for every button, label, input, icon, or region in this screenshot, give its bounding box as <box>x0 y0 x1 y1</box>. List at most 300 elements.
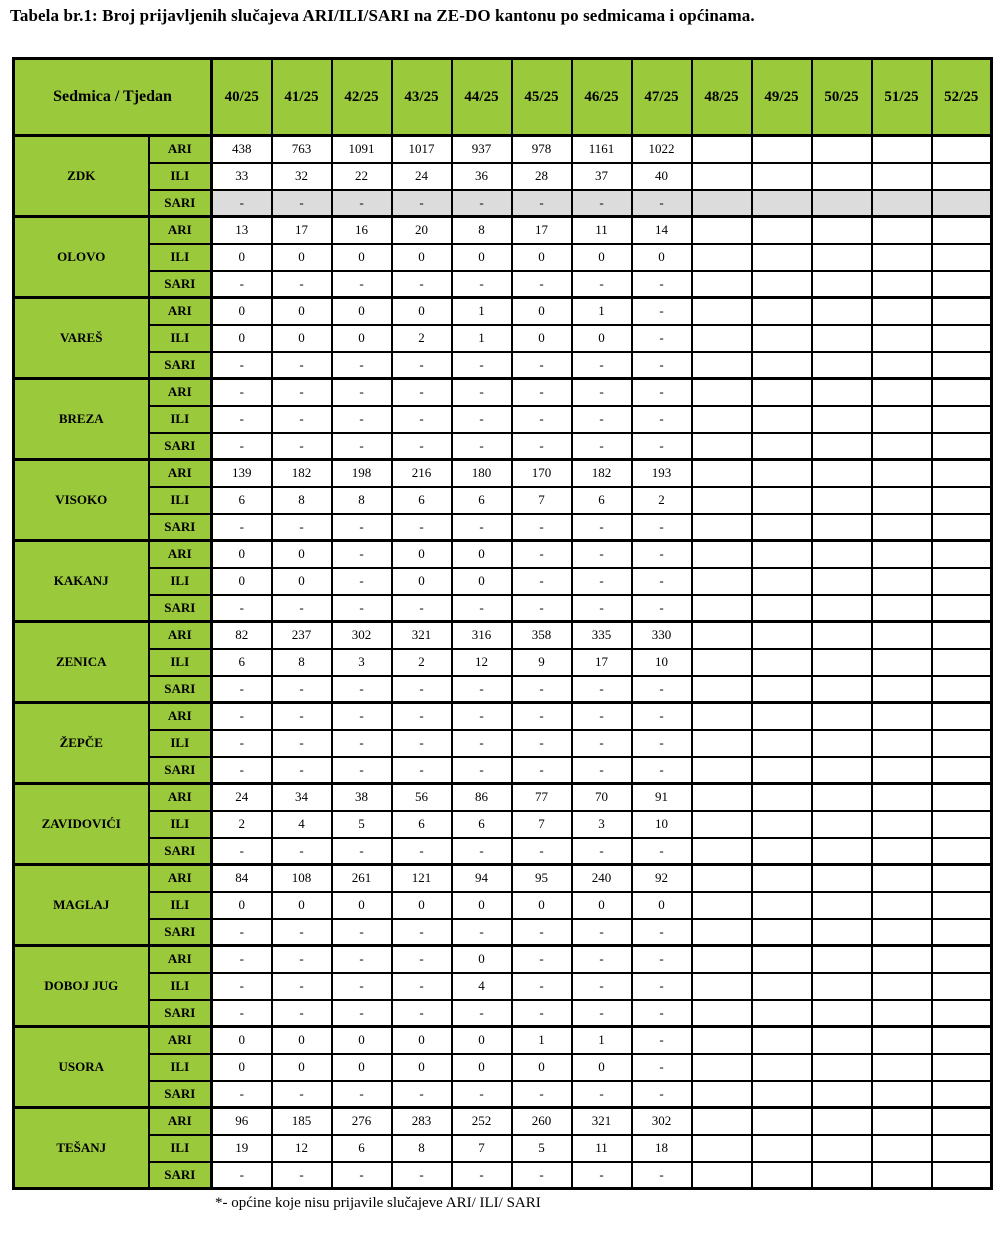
row-type-cell: ILI <box>149 892 212 919</box>
data-cell: 121 <box>392 865 452 892</box>
data-cell: - <box>212 757 272 784</box>
data-cell: - <box>632 433 692 460</box>
data-cell <box>932 892 992 919</box>
data-cell <box>692 946 752 973</box>
data-cell: - <box>452 406 512 433</box>
data-cell <box>872 190 932 217</box>
data-cell: 1022 <box>632 136 692 163</box>
data-cell <box>812 406 872 433</box>
data-cell: 0 <box>452 1054 512 1081</box>
table-row <box>14 1054 992 1081</box>
data-cell: - <box>452 676 512 703</box>
corner-header-cell: Sedmica / Tjedan <box>14 59 212 136</box>
data-cell: 20 <box>392 217 452 244</box>
municipality-cell: VAREŠ <box>14 298 149 379</box>
data-cell: 13 <box>212 217 272 244</box>
data-cell: 6 <box>392 487 452 514</box>
data-cell <box>932 433 992 460</box>
table-row <box>14 865 992 892</box>
data-cell: - <box>452 352 512 379</box>
data-cell: - <box>212 1081 272 1108</box>
data-cell <box>932 730 992 757</box>
data-cell: 86 <box>452 784 512 811</box>
municipality-cell: USORA <box>14 1027 149 1108</box>
data-cell <box>872 487 932 514</box>
data-cell: 91 <box>632 784 692 811</box>
data-cell <box>692 487 752 514</box>
data-cell: 8 <box>272 649 332 676</box>
data-cell: - <box>572 1162 632 1189</box>
data-cell <box>932 865 992 892</box>
data-cell: 763 <box>272 136 332 163</box>
data-cell: - <box>212 352 272 379</box>
data-cell <box>812 703 872 730</box>
data-cell <box>872 568 932 595</box>
data-cell <box>932 190 992 217</box>
data-cell <box>872 379 932 406</box>
data-cell: - <box>572 568 632 595</box>
data-cell: - <box>272 514 332 541</box>
data-cell: 36 <box>452 163 512 190</box>
data-cell: - <box>512 757 572 784</box>
data-cell: - <box>512 568 572 595</box>
data-cell: 70 <box>572 784 632 811</box>
data-cell: - <box>452 514 512 541</box>
data-cell: 8 <box>272 487 332 514</box>
data-cell <box>752 1108 812 1135</box>
data-cell <box>932 1000 992 1027</box>
data-cell: - <box>212 271 272 298</box>
data-cell <box>872 352 932 379</box>
data-cell: - <box>452 703 512 730</box>
data-cell: 0 <box>212 541 272 568</box>
data-cell <box>872 946 932 973</box>
data-cell <box>872 676 932 703</box>
data-cell <box>932 973 992 1000</box>
table-row <box>14 190 992 217</box>
data-cell <box>812 1054 872 1081</box>
data-cell <box>692 433 752 460</box>
data-cell: - <box>392 190 452 217</box>
row-type-cell: SARI <box>149 838 212 865</box>
data-cell: 7 <box>512 487 572 514</box>
data-cell <box>752 541 812 568</box>
data-cell: - <box>632 406 692 433</box>
week-header-cell: 41/25 <box>272 59 332 136</box>
data-cell <box>752 352 812 379</box>
data-cell: - <box>512 541 572 568</box>
data-cell <box>932 163 992 190</box>
data-cell <box>812 838 872 865</box>
data-cell: 12 <box>272 1135 332 1162</box>
data-cell: - <box>572 730 632 757</box>
data-cell <box>812 352 872 379</box>
data-cell <box>872 271 932 298</box>
table-row <box>14 730 992 757</box>
row-type-cell: ILI <box>149 973 212 1000</box>
table-row <box>14 406 992 433</box>
data-cell <box>692 217 752 244</box>
data-cell: - <box>452 757 512 784</box>
data-cell: - <box>272 919 332 946</box>
data-cell: - <box>332 379 392 406</box>
data-cell <box>932 352 992 379</box>
data-cell: 302 <box>632 1108 692 1135</box>
data-cell <box>932 271 992 298</box>
municipality-cell: DOBOJ JUG <box>14 946 149 1027</box>
week-header-cell: 40/25 <box>212 59 272 136</box>
data-cell: 978 <box>512 136 572 163</box>
row-type-cell: SARI <box>149 1081 212 1108</box>
data-cell <box>932 919 992 946</box>
data-cell: 5 <box>332 811 392 838</box>
data-cell <box>932 541 992 568</box>
data-cell: 6 <box>332 1135 392 1162</box>
data-cell: 2 <box>392 649 452 676</box>
data-cell: - <box>392 676 452 703</box>
table-row <box>14 298 992 325</box>
data-cell: - <box>332 1000 392 1027</box>
data-cell: - <box>332 946 392 973</box>
data-cell: - <box>332 838 392 865</box>
data-cell: - <box>212 703 272 730</box>
data-cell <box>752 730 812 757</box>
data-cell: 1 <box>572 1027 632 1054</box>
data-cell <box>752 298 812 325</box>
data-cell <box>692 973 752 1000</box>
data-cell: - <box>512 676 572 703</box>
row-type-cell: SARI <box>149 271 212 298</box>
data-cell <box>872 703 932 730</box>
data-cell: - <box>572 676 632 703</box>
data-cell: - <box>272 838 332 865</box>
data-cell <box>812 757 872 784</box>
data-cell: 22 <box>332 163 392 190</box>
row-type-cell: ILI <box>149 1054 212 1081</box>
data-cell: 0 <box>332 244 392 271</box>
data-cell: - <box>572 946 632 973</box>
data-cell: - <box>212 433 272 460</box>
data-cell: - <box>212 1000 272 1027</box>
data-cell <box>872 217 932 244</box>
data-cell: 11 <box>572 1135 632 1162</box>
data-cell <box>692 919 752 946</box>
data-cell <box>932 379 992 406</box>
data-cell: 0 <box>572 1054 632 1081</box>
table-row <box>14 784 992 811</box>
data-cell: - <box>572 514 632 541</box>
data-cell <box>692 271 752 298</box>
data-cell: 6 <box>392 811 452 838</box>
data-cell <box>692 703 752 730</box>
data-cell <box>692 1162 752 1189</box>
data-cell: - <box>272 379 332 406</box>
data-cell: - <box>512 190 572 217</box>
data-cell <box>752 757 812 784</box>
row-type-cell: ARI <box>149 1108 212 1135</box>
data-cell <box>932 514 992 541</box>
data-cell: 0 <box>212 568 272 595</box>
row-type-cell: ARI <box>149 865 212 892</box>
data-cell: 38 <box>332 784 392 811</box>
data-cell <box>932 1027 992 1054</box>
data-cell: - <box>392 1081 452 1108</box>
data-cell <box>872 838 932 865</box>
data-cell: 276 <box>332 1108 392 1135</box>
data-cell: - <box>212 406 272 433</box>
row-type-cell: ARI <box>149 136 212 163</box>
data-cell <box>872 163 932 190</box>
data-cell: - <box>452 379 512 406</box>
data-cell <box>932 649 992 676</box>
week-header-cell: 51/25 <box>872 59 932 136</box>
table-row <box>14 352 992 379</box>
data-cell: - <box>512 919 572 946</box>
row-type-cell: ILI <box>149 811 212 838</box>
data-cell: 139 <box>212 460 272 487</box>
data-cell <box>812 973 872 1000</box>
data-cell: - <box>392 757 452 784</box>
data-cell <box>692 595 752 622</box>
data-cell <box>692 1081 752 1108</box>
row-type-cell: ARI <box>149 379 212 406</box>
table-row <box>14 919 992 946</box>
data-cell <box>692 865 752 892</box>
data-cell: - <box>512 379 572 406</box>
data-cell: 56 <box>392 784 452 811</box>
table-row <box>14 433 992 460</box>
data-cell <box>812 190 872 217</box>
data-cell: 0 <box>272 541 332 568</box>
data-cell: 937 <box>452 136 512 163</box>
data-cell: - <box>452 730 512 757</box>
data-cell: - <box>392 379 452 406</box>
data-cell: - <box>572 919 632 946</box>
data-cell: 170 <box>512 460 572 487</box>
data-cell: 302 <box>332 622 392 649</box>
table-row <box>14 622 992 649</box>
data-cell <box>692 892 752 919</box>
data-cell <box>752 325 812 352</box>
data-cell: 358 <box>512 622 572 649</box>
data-cell: - <box>572 973 632 1000</box>
table-row <box>14 1108 992 1135</box>
data-cell <box>872 784 932 811</box>
data-cell: 0 <box>632 892 692 919</box>
data-cell: - <box>272 730 332 757</box>
data-cell: - <box>512 1000 572 1027</box>
data-cell: - <box>212 190 272 217</box>
row-type-cell: SARI <box>149 514 212 541</box>
data-cell: 0 <box>392 541 452 568</box>
data-cell <box>692 460 752 487</box>
row-type-cell: ILI <box>149 163 212 190</box>
data-cell: - <box>572 1000 632 1027</box>
data-cell <box>692 298 752 325</box>
data-cell: 0 <box>452 1027 512 1054</box>
data-cell <box>932 703 992 730</box>
data-cell: - <box>212 1162 272 1189</box>
data-cell <box>752 244 812 271</box>
data-cell: - <box>572 595 632 622</box>
data-cell: - <box>632 919 692 946</box>
data-cell <box>872 649 932 676</box>
data-cell: 10 <box>632 649 692 676</box>
data-cell <box>872 1027 932 1054</box>
data-cell: 19 <box>212 1135 272 1162</box>
data-cell: 182 <box>572 460 632 487</box>
data-cell: 0 <box>392 244 452 271</box>
data-cell <box>872 244 932 271</box>
data-cell <box>872 298 932 325</box>
data-cell: 330 <box>632 622 692 649</box>
data-cell: - <box>212 973 272 1000</box>
data-cell: - <box>572 757 632 784</box>
data-cell: - <box>512 973 572 1000</box>
data-cell: - <box>572 406 632 433</box>
table-row <box>14 703 992 730</box>
data-cell: 198 <box>332 460 392 487</box>
data-cell <box>692 838 752 865</box>
data-cell: - <box>572 379 632 406</box>
data-cell <box>932 622 992 649</box>
data-cell: 438 <box>212 136 272 163</box>
data-cell: - <box>632 379 692 406</box>
data-cell <box>932 1108 992 1135</box>
data-cell: 34 <box>272 784 332 811</box>
data-cell <box>692 352 752 379</box>
data-cell: - <box>632 514 692 541</box>
data-cell <box>872 595 932 622</box>
header-row <box>14 59 992 136</box>
data-cell: - <box>272 406 332 433</box>
row-type-cell: SARI <box>149 1162 212 1189</box>
table-row <box>14 676 992 703</box>
data-cell <box>752 811 812 838</box>
data-cell <box>812 541 872 568</box>
data-cell: - <box>632 838 692 865</box>
data-cell: 260 <box>512 1108 572 1135</box>
row-type-cell: SARI <box>149 190 212 217</box>
data-cell: 6 <box>452 811 512 838</box>
data-cell: - <box>392 838 452 865</box>
data-cell: 1 <box>452 325 512 352</box>
data-cell: - <box>392 514 452 541</box>
data-cell <box>872 811 932 838</box>
data-cell: 95 <box>512 865 572 892</box>
data-cell: - <box>332 1081 392 1108</box>
table-row <box>14 163 992 190</box>
table-row <box>14 838 992 865</box>
data-cell: 17 <box>272 217 332 244</box>
table-row <box>14 541 992 568</box>
data-cell: - <box>512 514 572 541</box>
data-cell: 0 <box>332 325 392 352</box>
data-cell <box>692 1054 752 1081</box>
data-cell <box>752 406 812 433</box>
data-cell <box>932 136 992 163</box>
data-cell: - <box>332 352 392 379</box>
table-row <box>14 568 992 595</box>
row-type-cell: ILI <box>149 487 212 514</box>
data-cell: - <box>512 1162 572 1189</box>
data-cell <box>872 919 932 946</box>
data-cell <box>812 811 872 838</box>
data-cell: - <box>632 1162 692 1189</box>
data-cell: - <box>272 190 332 217</box>
data-cell: 6 <box>212 487 272 514</box>
data-cell: 0 <box>392 892 452 919</box>
data-cell: 1 <box>572 298 632 325</box>
data-cell: - <box>272 352 332 379</box>
data-cell <box>752 487 812 514</box>
table-row <box>14 1027 992 1054</box>
data-cell <box>932 325 992 352</box>
data-cell: - <box>632 541 692 568</box>
data-cell: 11 <box>572 217 632 244</box>
data-cell <box>692 1108 752 1135</box>
table-row <box>14 136 992 163</box>
data-cell <box>812 865 872 892</box>
data-cell: 0 <box>272 298 332 325</box>
data-cell <box>752 163 812 190</box>
data-cell: - <box>512 433 572 460</box>
data-cell <box>752 946 812 973</box>
data-cell: - <box>392 1162 452 1189</box>
data-cell: - <box>272 595 332 622</box>
data-cell: - <box>632 1081 692 1108</box>
data-cell <box>692 649 752 676</box>
municipality-cell: KAKANJ <box>14 541 149 622</box>
data-cell: 0 <box>212 325 272 352</box>
table-row <box>14 1081 992 1108</box>
data-cell <box>692 1135 752 1162</box>
data-cell <box>812 1135 872 1162</box>
data-cell: 0 <box>272 1027 332 1054</box>
row-type-cell: ILI <box>149 730 212 757</box>
data-cell <box>692 811 752 838</box>
data-cell <box>932 946 992 973</box>
data-cell: 335 <box>572 622 632 649</box>
municipality-cell: ŽEPČE <box>14 703 149 784</box>
data-cell: 1 <box>452 298 512 325</box>
row-type-cell: SARI <box>149 352 212 379</box>
table-row <box>14 1162 992 1189</box>
row-type-cell: SARI <box>149 757 212 784</box>
data-cell: 17 <box>512 217 572 244</box>
table-row <box>14 244 992 271</box>
data-cell <box>692 163 752 190</box>
data-cell: - <box>632 703 692 730</box>
data-cell: 0 <box>212 244 272 271</box>
data-cell <box>872 1054 932 1081</box>
data-cell: - <box>332 541 392 568</box>
week-header-cell: 47/25 <box>632 59 692 136</box>
data-cell <box>752 703 812 730</box>
row-type-cell: SARI <box>149 1000 212 1027</box>
data-cell <box>752 568 812 595</box>
row-type-cell: ARI <box>149 541 212 568</box>
data-cell <box>752 271 812 298</box>
data-cell: - <box>332 757 392 784</box>
data-cell: 18 <box>632 1135 692 1162</box>
data-cell: 2 <box>212 811 272 838</box>
data-cell <box>812 217 872 244</box>
data-cell <box>872 1162 932 1189</box>
table-row <box>14 379 992 406</box>
data-cell: - <box>632 676 692 703</box>
data-cell <box>692 325 752 352</box>
